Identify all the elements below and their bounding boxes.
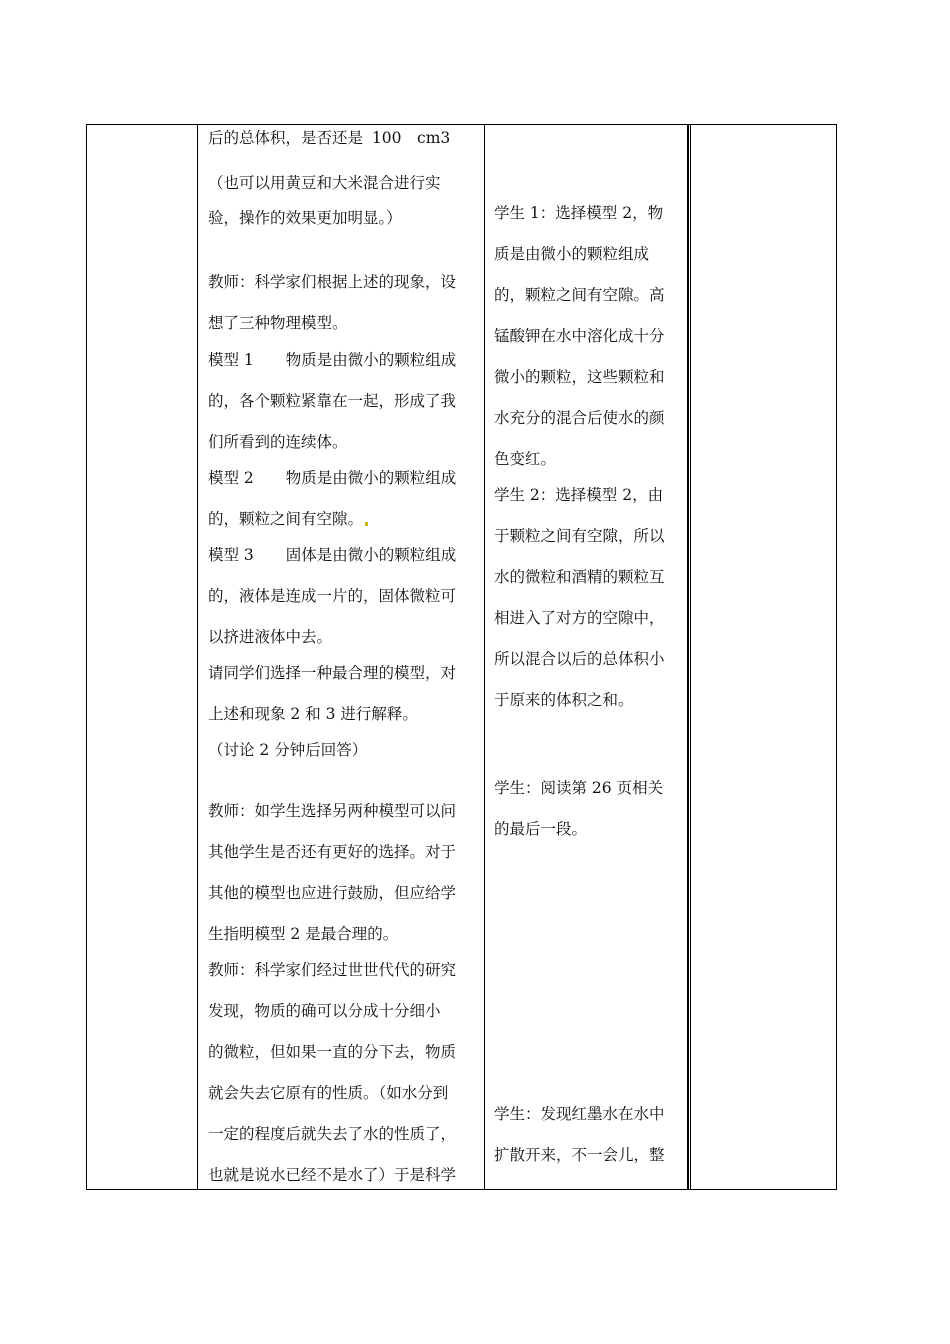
column-divider-4: [690, 124, 691, 1190]
text-line: 锰酸钾在水中溶化成十分: [494, 327, 665, 345]
text-line: 于颗粒之间有空隙，所以: [494, 527, 665, 545]
text-line: 生指明模型 2 是最合理的。: [208, 925, 399, 943]
model-1-text: 物质是由微小的颗粒组成: [285, 351, 457, 369]
text-line: 的，颗粒之间有空隙。高: [494, 286, 665, 304]
text-line: 水的微粒和酒精的颗粒互: [494, 568, 665, 586]
text-line: 质是由微小的颗粒组成: [494, 245, 650, 263]
text-line: 相进入了对方的空隙中，: [494, 609, 665, 627]
text-line: 学生 1：选择模型 2，物: [494, 204, 664, 222]
mark-dot: [365, 522, 368, 526]
model-3-line: [208, 545, 456, 565]
text-line: 其他的模型也应进行鼓励，但应给学: [208, 884, 457, 902]
text-line: （讨论 2 分钟后回答）: [208, 741, 368, 759]
text-line: 微小的颗粒，这些颗粒和: [494, 368, 665, 386]
text-line: （也可以用黄豆和大米混合进行实: [208, 174, 441, 192]
text-line: 学生：阅读第 26 页相关: [494, 779, 664, 797]
model-2-line: [208, 468, 456, 488]
text-line: 教师：科学家们经过世世代代的研究: [208, 961, 457, 979]
text-line: 学生：发现红墨水在水中: [494, 1105, 665, 1123]
model-3-label: 模型 3: [208, 546, 254, 564]
text-line: 的，液体是连成一片的，固体微粒可: [208, 587, 457, 605]
text-line: 教师：科学家们根据上述的现象，设: [208, 273, 457, 291]
model-1-label: 模型 1: [208, 351, 254, 369]
text-line: 就会失去它原有的性质。（如水分到: [208, 1084, 449, 1102]
text-line: 的微粒，但如果一直的分下去，物质: [208, 1043, 457, 1061]
text-line: 于原来的体积之和。: [494, 691, 634, 709]
model-3-text: 固体是由微小的颗粒组成: [285, 546, 457, 564]
column-divider-3: [687, 124, 689, 1190]
text-line: 的最后一段。: [494, 820, 588, 838]
model-1-line: [208, 350, 456, 370]
text-line: [208, 509, 368, 529]
lesson-table: [86, 124, 837, 1190]
model-2-label: 模型 2: [208, 469, 254, 487]
text-line: 想了三种物理模型。: [208, 314, 348, 332]
text-span: 的，颗粒之间有空隙。: [208, 510, 364, 528]
text-line: 的，各个颗粒紧靠在一起，形成了我: [208, 392, 457, 410]
model-2-text: 物质是由微小的颗粒组成: [285, 469, 457, 487]
text-line: 以挤进液体中去。: [208, 628, 333, 646]
text-line: 所以混合以后的总体积小: [494, 650, 665, 668]
text-line: 其他学生是否还有更好的选择。对于: [208, 843, 457, 861]
text-line: 教师：如学生选择另两种模型可以问: [208, 802, 457, 820]
text-line: 上述和现象 2 和 3 进行解释。: [208, 705, 418, 723]
text-line: 验，操作的效果更加明显。）: [208, 209, 402, 227]
text-line: 学生 2：选择模型 2，由: [494, 486, 664, 504]
text-line: 后的总体积，是否还是 100 cm3: [208, 129, 451, 147]
text-line: 色变红。: [494, 450, 557, 468]
column-divider-2: [484, 124, 485, 1190]
column-divider-1: [197, 124, 198, 1190]
text-line: 水充分的混合后使水的颜: [494, 409, 665, 427]
text-line: 扩散开来，不一会儿，整: [494, 1146, 665, 1164]
text-line: 们所看到的连续体。: [208, 433, 348, 451]
text-line: 请同学们选择一种最合理的模型，对: [208, 664, 457, 682]
text-line: 也就是说水已经不是水了）于是科学: [208, 1166, 457, 1184]
text-line: 一定的程度后就失去了水的性质了，: [208, 1125, 457, 1143]
text-line: 发现，物质的确可以分成十分细小: [208, 1002, 441, 1020]
